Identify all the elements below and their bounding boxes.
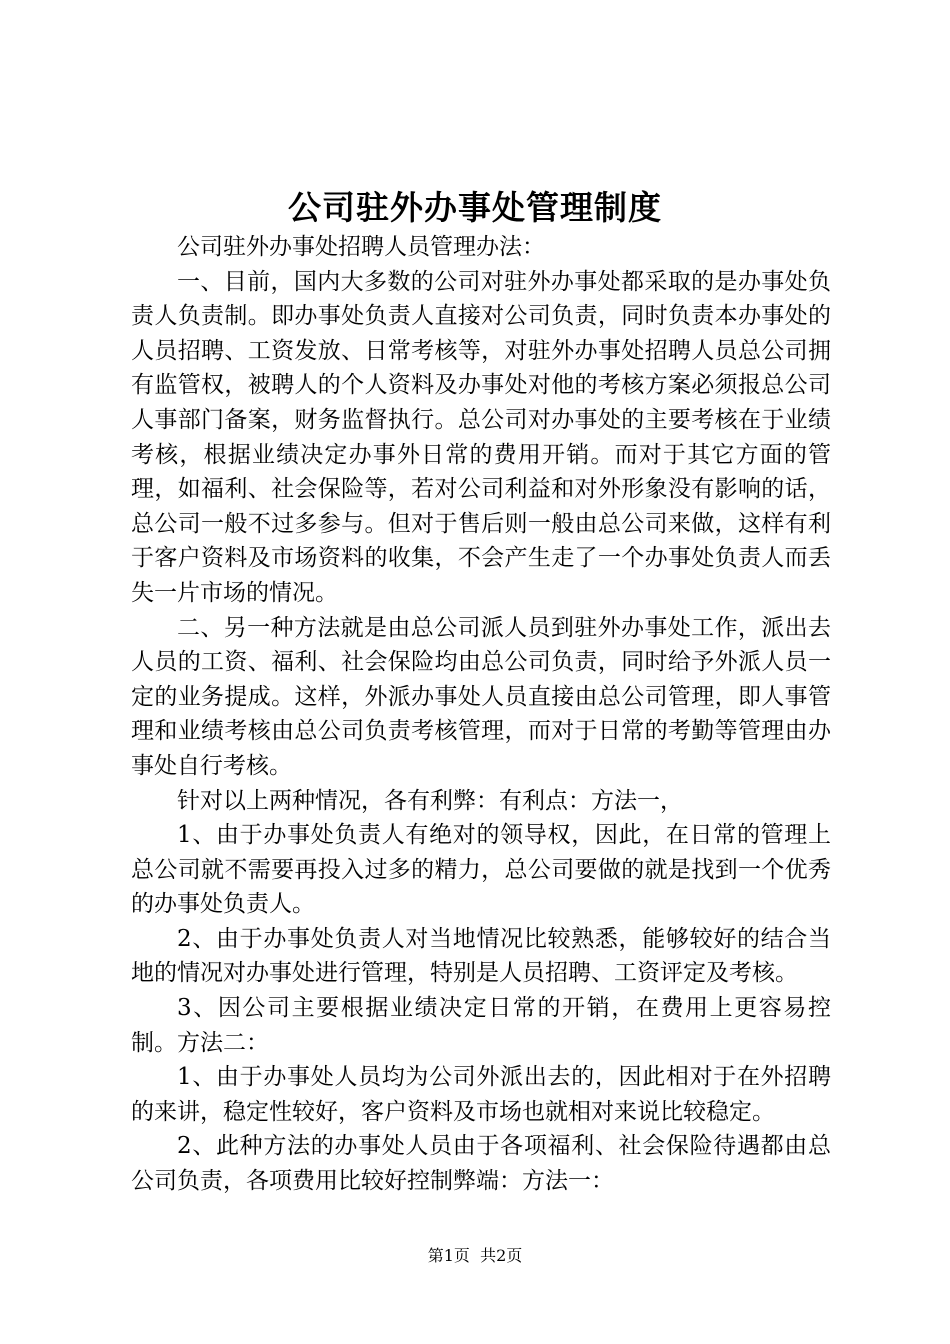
body-paragraph: 公司驻外办事处招聘人员管理办法： bbox=[177, 234, 545, 260]
body-paragraph: 1、由于办事处人员均为公司外派出去的，因此相对于在外招聘的来讲，稳定性较好，客户资料及市场也就相对来说比较稳定。 bbox=[131, 1064, 831, 1125]
body-paragraph: 2、由于办事处负责人对当地情况比较熟悉，能够较好的结合当地的情况对办事处进行管理，特别是人员招聘、工资评定及考核。 bbox=[131, 925, 831, 987]
body-paragraph: 针对以上两种情况，各有利弊：有利点：方法一， bbox=[177, 787, 683, 814]
document-body bbox=[131, 230, 831, 1199]
body-paragraph: 3、因公司主要根据业绩决定日常的开销，在费用上更容易控制。方法二： bbox=[131, 995, 831, 1056]
body-paragraph: 1、由于办事处负责人有绝对的领导权，因此，在日常的管理上总公司就不需要再投入过多的精力，总公司要做的就是找到一个优秀的办事处负责人。 bbox=[131, 822, 831, 918]
document-title: 公司驻外办事处管理制度 bbox=[288, 188, 662, 227]
page-footer bbox=[0, 1244, 950, 1268]
body-paragraph: 一、目前，国内大多数的公司对驻外办事处都采取的是办事处负责人负责制。即办事处负责人直接对公司负责，同时负责本办事处的人员招聘、工资发放、日常考核等，对驻外办事处招聘人员总公司拥有监管权，被聘人的个人资料及办事处对他的考核方案必须报总公司人事部门备案，财务监督执行。总公司对办事处的主要考核在于业绩考核，根据业绩决定办事外日常的费用开销。而对于其它方面的管理，如福利、社会保险等，若对公司利益和对外形象没有影响的话，总公司一般不过多参与。但对于售后则一般由总公司来做，这样有利于客户资料及市场资料的收集，不会产生走了一个办事处负责人而丢失一片市场的情况。 bbox=[131, 268, 831, 606]
body-paragraph: 2、此种方法的办事处人员由于各项福利、社会保险待遇都由总公司负责，各项费用比较好控制弊端：方法一： bbox=[131, 1133, 831, 1195]
body-paragraph: 二、另一种方法就是由总公司派人员到驻外办事处工作，派出去人员的工资、福利、社会保险均由总公司负责，同时给予外派人员一定的业务提成。这样，外派办事处人员直接由总公司管理，即人事管理和业绩考核由总公司负责考核管理，而对于日常的考勤等管理由办事处自行考核。 bbox=[131, 614, 831, 779]
page-number: 第1页 bbox=[427, 1246, 470, 1265]
page-total: 共2页 bbox=[480, 1246, 523, 1265]
